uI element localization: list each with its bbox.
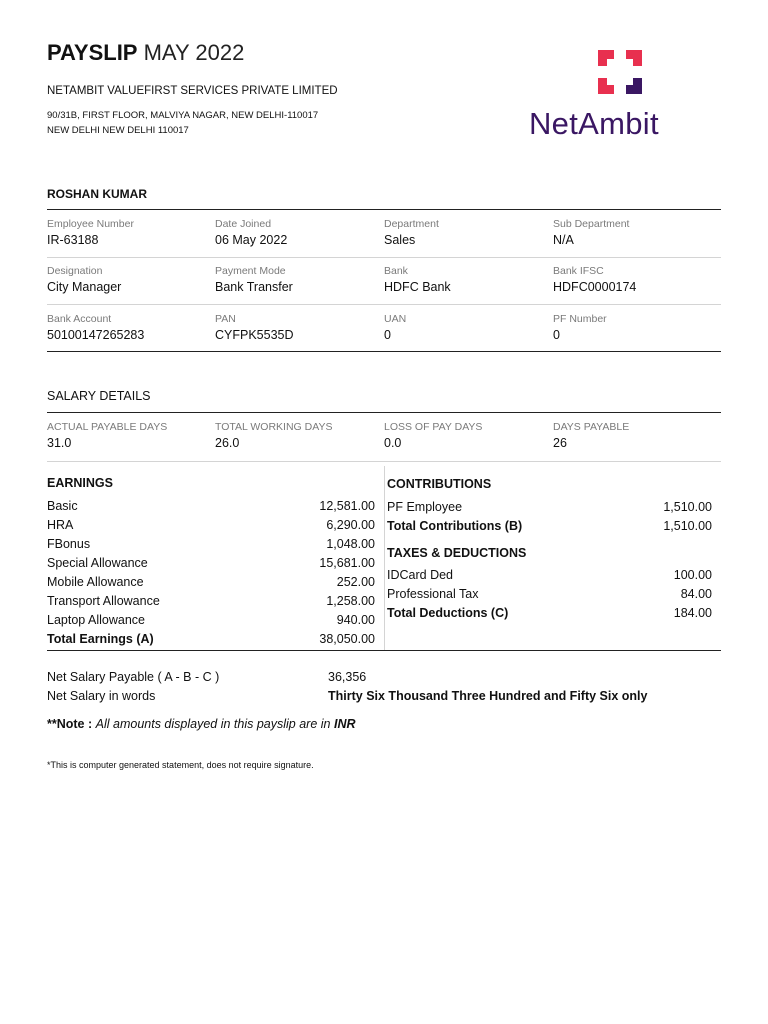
field-value: IR-63188 xyxy=(47,233,99,247)
earning-amount: 6,290.00 xyxy=(326,518,375,532)
divider xyxy=(47,650,721,651)
day-value: 31.0 xyxy=(47,436,72,450)
field-value: City Manager xyxy=(47,280,122,294)
net-salary-payable-label: Net Salary Payable ( A - B - C ) xyxy=(47,670,220,684)
field-value: 0 xyxy=(384,328,391,342)
field-label: Department xyxy=(384,218,439,230)
company-name: NETAMBIT VALUEFIRST SERVICES PRIVATE LIMITED xyxy=(47,85,338,97)
earning-amount: 1,258.00 xyxy=(326,594,375,608)
payslip-title-month: MAY 2022 xyxy=(143,40,245,65)
earning-name: Basic xyxy=(47,499,78,513)
field-sub-department xyxy=(553,218,718,247)
field-bank-ifsc xyxy=(553,265,718,294)
deduction-name: IDCard Ded xyxy=(387,568,453,582)
field-value: Bank Transfer xyxy=(215,280,293,294)
netambit-logo xyxy=(526,48,716,148)
earnings-title: EARNINGS xyxy=(47,476,113,490)
total-earnings-label: Total Earnings (A) xyxy=(47,632,154,646)
divider xyxy=(47,304,721,305)
field-bank xyxy=(384,265,549,294)
field-label: Employee Number xyxy=(47,218,134,230)
field-label: Designation xyxy=(47,265,103,277)
day-label: LOSS OF PAY DAYS xyxy=(384,421,483,433)
field-pf-number xyxy=(553,313,718,342)
earning-name: HRA xyxy=(47,518,74,532)
note-currency: INR xyxy=(333,717,356,731)
field-label: Bank IFSC xyxy=(553,265,604,277)
field-label: UAN xyxy=(384,313,407,325)
net-salary-words-label: Net Salary in words xyxy=(47,689,156,703)
currency-note xyxy=(47,717,356,731)
earning-amount: 252.00 xyxy=(336,575,375,589)
field-value: HDFC0000174 xyxy=(553,280,637,294)
field-value: N/A xyxy=(553,233,574,247)
deductions-title: TAXES & DEDUCTIONS xyxy=(387,546,527,560)
field-department xyxy=(384,218,549,247)
net-salary-words-value: Thirty Six Thousand Three Hundred and Fifty Six only xyxy=(328,689,648,703)
day-actual-payable xyxy=(47,421,212,450)
earning-amount: 940.00 xyxy=(336,613,375,627)
field-value: 06 May 2022 xyxy=(215,233,288,247)
total-earnings-amount: 38,050.00 xyxy=(319,632,375,646)
earning-name: Mobile Allowance xyxy=(47,575,144,589)
earning-name: Laptop Allowance xyxy=(47,613,145,627)
contribution-amount: 1,510.00 xyxy=(663,500,712,514)
netambit-logo-mark-icon xyxy=(596,48,644,96)
field-value: 0 xyxy=(553,328,560,342)
contributions-title: CONTRIBUTIONS xyxy=(387,477,492,491)
contribution-name: PF Employee xyxy=(387,500,463,514)
netambit-logo-text: NetAmbit xyxy=(529,106,659,141)
day-loss-of-pay xyxy=(384,421,549,450)
day-total-working xyxy=(215,421,380,450)
net-salary-payable-value: 36,356 xyxy=(328,670,367,684)
deduction-amount: 100.00 xyxy=(673,568,712,582)
day-payable xyxy=(553,421,718,450)
field-value: Sales xyxy=(384,233,416,247)
field-designation xyxy=(47,265,212,294)
divider xyxy=(47,209,721,210)
earning-name: Transport Allowance xyxy=(47,594,160,608)
earning-name: FBonus xyxy=(47,537,91,551)
field-value: CYFPK5535D xyxy=(215,328,294,342)
total-deductions-amount: 184.00 xyxy=(673,606,712,620)
day-label: TOTAL WORKING DAYS xyxy=(215,421,333,433)
earning-amount: 15,681.00 xyxy=(319,556,375,570)
deduction-name: Professional Tax xyxy=(387,587,479,601)
field-label: Date Joined xyxy=(215,218,272,230)
company-address-line1: 90/31B, FIRST FLOOR, MALVIYA NAGAR, NEW DELHI-110017 xyxy=(47,110,319,121)
field-uan xyxy=(384,313,549,342)
divider xyxy=(47,412,721,413)
footer-disclaimer: *This is computer generated statement, does not require signature. xyxy=(47,760,314,770)
earning-amount: 12,581.00 xyxy=(319,499,375,513)
field-value: HDFC Bank xyxy=(384,280,451,294)
column-divider xyxy=(384,466,385,650)
deduction-amount: 84.00 xyxy=(680,587,712,601)
day-value: 26.0 xyxy=(215,436,240,450)
divider xyxy=(47,257,721,258)
total-deductions-label: Total Deductions (C) xyxy=(387,606,509,620)
divider xyxy=(47,351,721,352)
payslip-title-bold: PAYSLIP xyxy=(47,40,138,65)
field-label: Bank xyxy=(384,265,408,277)
day-label: ACTUAL PAYABLE DAYS xyxy=(47,421,168,433)
field-employee-number xyxy=(47,218,212,247)
company-address-line2: NEW DELHI NEW DELHI 110017 xyxy=(47,125,189,136)
field-bank-account xyxy=(47,313,212,342)
field-label: PAN xyxy=(215,313,236,325)
field-label: Sub Department xyxy=(553,218,630,230)
day-value: 0.0 xyxy=(384,436,402,450)
field-label: PF Number xyxy=(553,313,607,325)
field-payment-mode xyxy=(215,265,380,294)
day-label: DAYS PAYABLE xyxy=(553,421,630,433)
field-pan xyxy=(215,313,380,342)
employee-name: ROSHAN KUMAR xyxy=(47,187,147,201)
note-prefix: **Note : xyxy=(47,717,93,731)
total-contributions-amount: 1,510.00 xyxy=(663,519,712,533)
salary-details-title: SALARY DETAILS xyxy=(47,389,151,403)
field-label: Payment Mode xyxy=(215,265,286,277)
divider xyxy=(47,461,721,462)
total-contributions-label: Total Contributions (B) xyxy=(387,519,523,533)
field-value: 50100147265283 xyxy=(47,328,145,342)
earning-amount: 1,048.00 xyxy=(326,537,375,551)
earning-name: Special Allowance xyxy=(47,556,148,570)
day-value: 26 xyxy=(553,436,567,450)
payslip-title xyxy=(47,40,244,66)
field-label: Bank Account xyxy=(47,313,112,325)
note-text: All amounts displayed in this payslip are in xyxy=(95,717,331,731)
field-date-joined xyxy=(215,218,380,247)
